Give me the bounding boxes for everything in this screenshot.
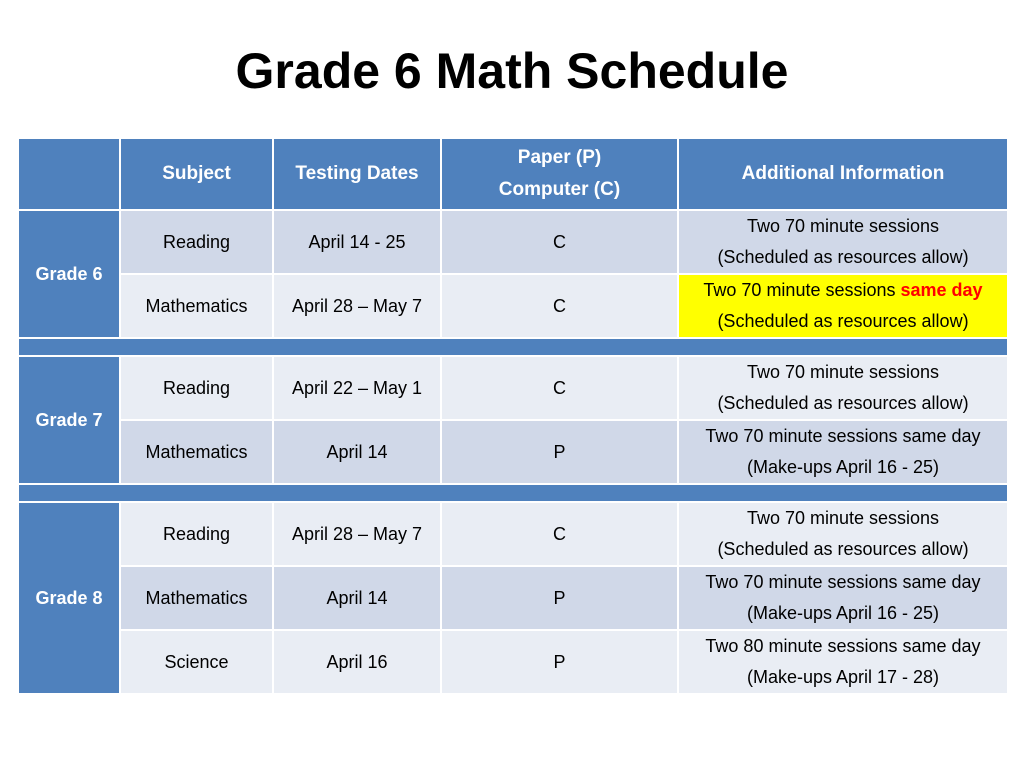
mode-cell: C: [441, 210, 678, 274]
header-testing-dates: Testing Dates: [273, 138, 441, 210]
info-line2: (Scheduled as resources allow): [717, 393, 969, 413]
header-subject: Subject: [120, 138, 273, 210]
info-line1-text: Two 70 minute sessions: [703, 280, 901, 300]
info-line2: (Scheduled as resources allow): [717, 539, 969, 559]
subject-cell: Reading: [120, 210, 273, 274]
table-row: [18, 502, 1008, 566]
info-line1: Two 70 minute sessions same day: [705, 572, 981, 592]
dates-cell: April 28 – May 7: [273, 274, 441, 338]
grade-label: Grade 7: [18, 356, 120, 484]
info-line2: (Make-ups April 16 - 25): [746, 603, 940, 623]
separator: [18, 484, 1008, 502]
mode-cell: P: [441, 566, 678, 630]
header-paper-computer: [441, 138, 678, 210]
info-cell: [678, 210, 1008, 274]
grade-label: Grade 8: [18, 502, 120, 694]
table-row: [18, 210, 1008, 274]
info-cell: [678, 420, 1008, 484]
mode-cell: C: [441, 502, 678, 566]
dates-cell: April 14 - 25: [273, 210, 441, 274]
mode-cell: C: [441, 274, 678, 338]
separator: [18, 338, 1008, 356]
dates-cell: April 22 – May 1: [273, 356, 441, 420]
dates-cell: April 14: [273, 420, 441, 484]
info-line2: (Make-ups April 16 - 25): [746, 457, 940, 477]
header-blank: [18, 138, 120, 210]
table-row: [18, 420, 1008, 484]
info-line2: (Scheduled as resources allow): [717, 311, 969, 331]
grade-label: Grade 6: [18, 210, 120, 338]
info-line2: (Make-ups April 17 - 28): [746, 667, 940, 687]
subject-cell: Reading: [120, 502, 273, 566]
header-row: [18, 138, 1008, 210]
dates-cell: April 28 – May 7: [273, 502, 441, 566]
info-line1: [683, 275, 1003, 306]
subject-cell: Mathematics: [120, 566, 273, 630]
info-cell: [678, 502, 1008, 566]
info-cell: [678, 630, 1008, 694]
table-row: [18, 566, 1008, 630]
info-line1: Two 80 minute sessions same day: [705, 636, 981, 656]
mode-cell: P: [441, 420, 678, 484]
info-cell: [678, 356, 1008, 420]
mode-cell: C: [441, 356, 678, 420]
info-cell-highlighted: [678, 274, 1008, 338]
page-title: Grade 6 Math Schedule: [235, 43, 789, 99]
info-line1: Two 70 minute sessions: [746, 216, 940, 236]
table-row: [18, 630, 1008, 694]
subject-cell: Mathematics: [120, 420, 273, 484]
header-mode-line2: Computer (C): [498, 179, 621, 200]
info-emphasis: same day: [900, 280, 983, 300]
dates-cell: April 16: [273, 630, 441, 694]
separator-row: [18, 484, 1008, 502]
info-cell: [678, 566, 1008, 630]
subject-cell: Reading: [120, 356, 273, 420]
info-line1: Two 70 minute sessions same day: [705, 426, 981, 446]
mode-cell: P: [441, 630, 678, 694]
info-line1: Two 70 minute sessions: [746, 362, 940, 382]
subject-cell: Mathematics: [120, 274, 273, 338]
header-additional-info: Additional Information: [678, 138, 1008, 210]
table-row: [18, 356, 1008, 420]
header-mode-line1: Paper (P): [517, 147, 602, 168]
info-line2: (Scheduled as resources allow): [717, 247, 969, 267]
info-line1: Two 70 minute sessions: [746, 508, 940, 528]
dates-cell: April 14: [273, 566, 441, 630]
schedule-table: [17, 137, 1009, 695]
subject-cell: Science: [120, 630, 273, 694]
table-row: [18, 274, 1008, 338]
separator-row: [18, 338, 1008, 356]
